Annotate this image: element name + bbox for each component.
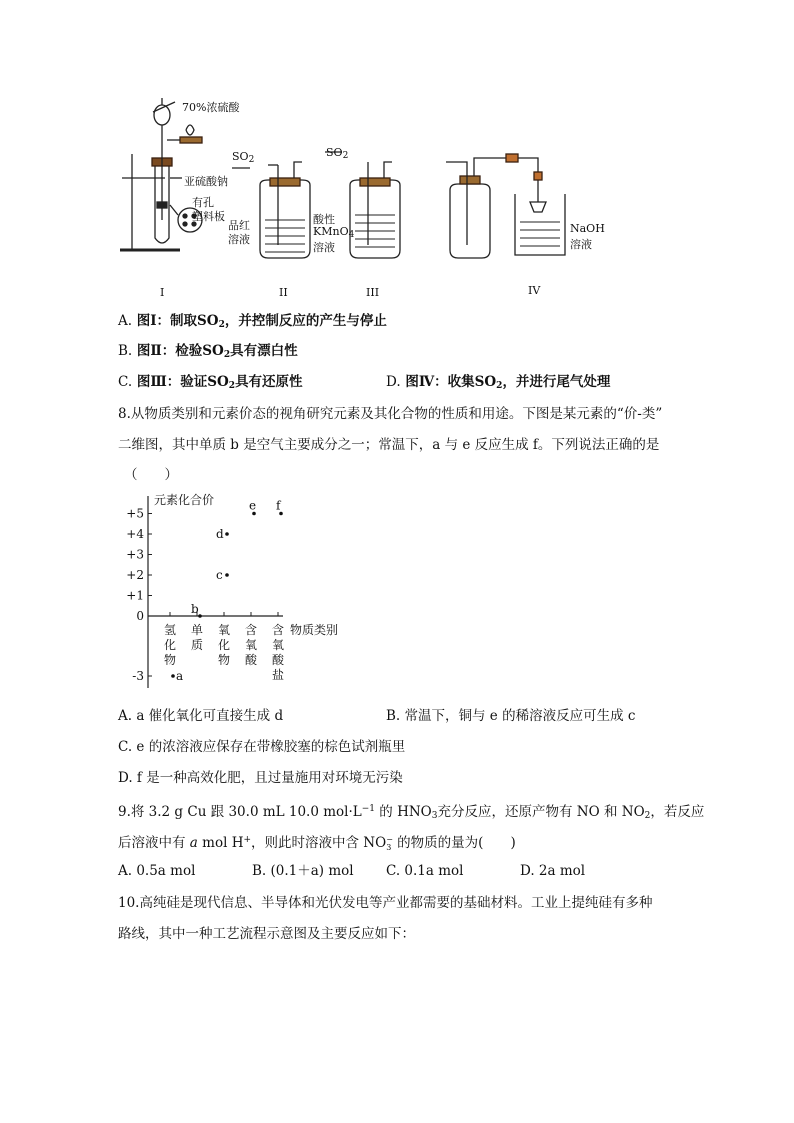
data-point-a	[171, 674, 175, 678]
plate-label-1: 有孔	[192, 196, 214, 209]
pinhong-label-1: 品红	[228, 219, 250, 232]
q7-option-c: C. 图Ⅲ：验证$SO_2$具有还原性	[118, 374, 303, 391]
q9-option-a: A. 0.5a mol	[118, 863, 196, 879]
acidic-label: 酸性	[313, 213, 335, 226]
q9-option-b: B. (0.1＋a) mol	[252, 863, 354, 879]
data-point-label: f	[276, 498, 281, 513]
category-label: 含氧酸	[244, 623, 258, 667]
data-point-label: b	[191, 602, 199, 616]
y-tick-label: +5	[126, 506, 144, 521]
figure-label-ii: II	[279, 286, 288, 299]
figure-label-iv: IV	[528, 284, 541, 297]
y-tick-label: +1	[126, 588, 144, 603]
data-point-c	[225, 573, 229, 577]
q8-line-1: 8.从物质类别和元素价态的视角研究元素及其化合物的性质和用途。下图是某元素的“价-类”	[118, 406, 663, 422]
acid-label: 70%浓硫酸	[182, 101, 240, 114]
salt-label: 亚硫酸钠	[184, 175, 228, 188]
q7-option-b: B. 图Ⅱ：检验$SO_2$具有漂白性	[118, 343, 298, 360]
category-label: 单质	[190, 623, 204, 652]
y-tick-label: +2	[126, 568, 144, 582]
q9-option-d: D. 2a mol	[520, 863, 586, 879]
valence-class-chart	[118, 488, 378, 693]
q8-line-3: （ ）	[124, 467, 178, 483]
so2-label-iii: $SO_2$	[326, 146, 349, 161]
figure-label-iii: III	[366, 286, 380, 299]
q8-line-2: 二维图，其中单质 b 是空气主要成分之一；常温下，a 与 e 反应生成 f。下列说法正确的是	[118, 437, 660, 453]
naoh-solution-label: 溶液	[570, 238, 592, 251]
category-label: 氧化物	[217, 623, 231, 667]
apparatus-figure	[110, 90, 630, 305]
x-axis-label: 物质类别	[290, 623, 339, 637]
so2-label-ii: $SO_2$	[232, 150, 255, 165]
q8-option-b: B. 常温下，铜与 e 的稀溶液反应可生成 c	[386, 708, 636, 724]
pinhong-label-2: 溶液	[228, 233, 250, 246]
q10-line-1: 10.高纯硅是现代信息、半导体和光伏发电等产业都需要的基础材料。工业上提纯硅有多种	[118, 895, 653, 911]
category-label: 氢化物	[163, 623, 177, 667]
data-point-b	[198, 614, 202, 618]
y-axis-label: 元素化合价	[154, 493, 215, 507]
q8-option-a: A. a 催化氧化可直接生成 d	[118, 708, 284, 724]
data-point-label: c	[216, 568, 223, 582]
data-point-label: e	[249, 498, 257, 513]
q9-option-c: C. 0.1a mol	[386, 863, 464, 879]
category-label: 含氧酸盐	[271, 623, 285, 682]
plate-label-2: 塑料板	[192, 210, 225, 223]
q10-line-2: 路线，其中一种工艺流程示意图及主要反应如下：	[118, 926, 415, 942]
y-tick-label: +4	[126, 527, 144, 541]
data-point-label: d	[216, 527, 224, 541]
q7-option-a: A. 图Ⅰ：制取$SO_2$，并控制反应的产生与停止	[118, 313, 387, 330]
q9-line-2: 后溶液中有 a mol H+，则此时溶液中含 NO − 3 的物质的量为( )	[118, 834, 516, 852]
q9-line-1: 9.将 3.2 g Cu 跟 30.0 mL 10.0 $mol\cdot L^{-1}$ 的 $HNO_3$充分反应，还原产物有 NO 和 $NO_2$，若反应	[118, 804, 705, 821]
kmno4-solution-label: 溶液	[313, 241, 335, 254]
naoh-label: NaOH	[570, 222, 605, 235]
q8-option-d: D. f 是一种高效化肥，且过量施用对环境无污染	[118, 770, 403, 786]
data-point-d	[225, 532, 229, 536]
y-tick-label: 0	[136, 609, 144, 623]
data-point-label: a	[176, 669, 184, 683]
q8-option-c: C. e 的浓溶液应保存在带橡胶塞的棕色试剂瓶里	[118, 739, 406, 755]
y-tick-label: +3	[126, 547, 144, 562]
kmno4-label: KMnO$_4$	[313, 225, 355, 240]
y-tick-label: -3	[132, 669, 144, 683]
figure-label-i: I	[160, 286, 165, 299]
q7-option-d: D. 图Ⅳ：收集$SO_2$，并进行尾气处理	[386, 374, 611, 391]
